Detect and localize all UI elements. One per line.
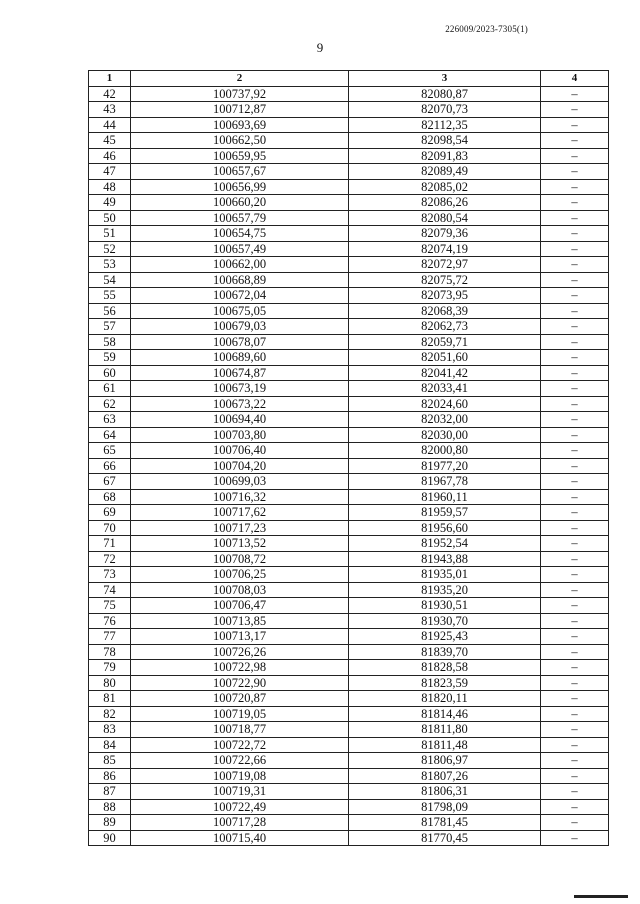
table-cell: 82112,35 [349,117,541,133]
table-cell: 81 [89,691,131,707]
table-row [89,241,609,257]
table-cell: 100704,20 [131,458,349,474]
table-cell: 100657,67 [131,164,349,180]
table-cell: 100654,75 [131,226,349,242]
table-cell: 100689,60 [131,350,349,366]
table-cell: 100722,90 [131,675,349,691]
table-cell: 100674,87 [131,365,349,381]
table-cell: – [541,505,609,521]
coordinates-table [88,70,609,846]
table-cell: 82051,60 [349,350,541,366]
table-cell: 81956,60 [349,520,541,536]
table-cell: 68 [89,489,131,505]
table-cell: – [541,365,609,381]
table-cell: – [541,427,609,443]
table-cell: 88 [89,799,131,815]
table-cell: 81814,46 [349,706,541,722]
table-cell: 82033,41 [349,381,541,397]
table-cell: 67 [89,474,131,490]
table-cell: 46 [89,148,131,164]
table-cell: 100657,49 [131,241,349,257]
table-cell: 90 [89,830,131,846]
table-cell: – [541,567,609,583]
table-cell: 100719,31 [131,784,349,800]
table-cell: 82000,80 [349,443,541,459]
table-cell: 82091,83 [349,148,541,164]
column-header: 4 [541,71,609,87]
table-cell: 82079,36 [349,226,541,242]
table-cell: – [541,226,609,242]
table-cell: – [541,613,609,629]
table-cell: 82032,00 [349,412,541,428]
table-cell: 82 [89,706,131,722]
table-cell: 100678,07 [131,334,349,350]
table-cell: 62 [89,396,131,412]
table-row [89,195,609,211]
table-row [89,598,609,614]
table-cell: 81952,54 [349,536,541,552]
table-row [89,753,609,769]
table-cell: 82072,97 [349,257,541,273]
table-cell: 57 [89,319,131,335]
table-cell: 100712,87 [131,102,349,118]
table-cell: 81839,70 [349,644,541,660]
table-row [89,629,609,645]
table-cell: 82059,71 [349,334,541,350]
table-cell: 100713,52 [131,536,349,552]
table-cell: 64 [89,427,131,443]
table-cell: 82075,72 [349,272,541,288]
table-cell: 100722,49 [131,799,349,815]
table-cell: – [541,536,609,552]
table-row [89,272,609,288]
table-cell: 82073,95 [349,288,541,304]
table-cell: – [541,102,609,118]
table-cell: – [541,319,609,335]
table-cell: 43 [89,102,131,118]
table-cell: 81828,58 [349,660,541,676]
table-cell: 81967,78 [349,474,541,490]
table-cell: 100660,20 [131,195,349,211]
table-cell: 100713,17 [131,629,349,645]
table-cell: 100717,28 [131,815,349,831]
table-row [89,412,609,428]
column-header: 3 [349,71,541,87]
table-row [89,737,609,753]
table-cell: 89 [89,815,131,831]
table-row [89,303,609,319]
table-cell: 82074,19 [349,241,541,257]
table-cell: 73 [89,567,131,583]
table-cell: 44 [89,117,131,133]
table-cell: 100722,98 [131,660,349,676]
table-cell: 65 [89,443,131,459]
table-cell: 81820,11 [349,691,541,707]
table-row [89,179,609,195]
table-row [89,660,609,676]
table-cell: 45 [89,133,131,149]
table-cell: 75 [89,598,131,614]
page-number: 9 [316,40,324,55]
document-id: 226009/2023-7305(1) [445,24,528,34]
table-cell: 81977,20 [349,458,541,474]
table-cell: – [541,257,609,273]
table-cell: 82085,02 [349,179,541,195]
table-row [89,257,609,273]
table-cell: 100657,79 [131,210,349,226]
table-cell: 66 [89,458,131,474]
table-cell: 79 [89,660,131,676]
table-cell: 100673,19 [131,381,349,397]
table-cell: – [541,520,609,536]
table-cell: 100726,26 [131,644,349,660]
table-cell: – [541,753,609,769]
table-cell: – [541,381,609,397]
table-cell: – [541,117,609,133]
table-cell: 42 [89,86,131,102]
table-row [89,520,609,536]
table-cell: 100718,77 [131,722,349,738]
table-cell: 81930,51 [349,598,541,614]
table-cell: – [541,551,609,567]
table-cell: 58 [89,334,131,350]
table-cell: – [541,675,609,691]
table-header-row [89,71,609,87]
table-cell: 82086,26 [349,195,541,211]
table-row [89,319,609,335]
table-cell: 50 [89,210,131,226]
table-row [89,784,609,800]
table-cell: 100716,32 [131,489,349,505]
table-cell: 81798,09 [349,799,541,815]
table-row [89,365,609,381]
table-row [89,226,609,242]
table-cell: – [541,598,609,614]
table-cell: 100656,99 [131,179,349,195]
table-cell: 81925,43 [349,629,541,645]
table-cell: – [541,164,609,180]
table-row [89,148,609,164]
table-cell: 82041,42 [349,365,541,381]
table-cell: 100662,50 [131,133,349,149]
table-cell: – [541,799,609,815]
table-cell: – [541,350,609,366]
table-cell: 100715,40 [131,830,349,846]
table-cell: 100672,04 [131,288,349,304]
table-cell: 100699,03 [131,474,349,490]
table-cell: 100717,23 [131,520,349,536]
table-cell: 100694,40 [131,412,349,428]
table-cell: 81960,11 [349,489,541,505]
table-cell: 81807,26 [349,768,541,784]
table-cell: 74 [89,582,131,598]
table-cell: – [541,458,609,474]
table-cell: 86 [89,768,131,784]
table-cell: 81943,88 [349,551,541,567]
table-cell: 63 [89,412,131,428]
table-cell: 48 [89,179,131,195]
table-row [89,505,609,521]
table-cell: – [541,334,609,350]
table-cell: – [541,133,609,149]
table-cell: 80 [89,675,131,691]
table-cell: – [541,815,609,831]
table-cell: – [541,195,609,211]
table-row [89,102,609,118]
table-cell: 81811,48 [349,737,541,753]
table-cell: 100668,89 [131,272,349,288]
table-cell: 49 [89,195,131,211]
table-cell: – [541,784,609,800]
table-cell: – [541,241,609,257]
table-cell: 82062,73 [349,319,541,335]
table-cell: – [541,706,609,722]
table-row [89,381,609,397]
table-cell: 87 [89,784,131,800]
table-cell: – [541,768,609,784]
table-cell: – [541,288,609,304]
table-cell: 100720,87 [131,691,349,707]
table-cell: 84 [89,737,131,753]
table-cell: 82080,87 [349,86,541,102]
table-cell: – [541,830,609,846]
table-cell: 100708,03 [131,582,349,598]
table-cell: – [541,582,609,598]
table-cell: 81823,59 [349,675,541,691]
table-cell: 82024,60 [349,396,541,412]
table-cell: 72 [89,551,131,567]
table-row [89,288,609,304]
table-row [89,117,609,133]
table-cell: 100706,25 [131,567,349,583]
table-cell: – [541,272,609,288]
table-cell: 71 [89,536,131,552]
table-row [89,334,609,350]
table-row [89,799,609,815]
table-cell: 77 [89,629,131,645]
table-row [89,613,609,629]
table-cell: – [541,691,609,707]
table-cell: 100673,22 [131,396,349,412]
table-cell: 100693,69 [131,117,349,133]
page-mark [574,895,628,898]
table-cell: 70 [89,520,131,536]
table-cell: 81935,20 [349,582,541,598]
table-cell: 100717,62 [131,505,349,521]
table-cell: 81811,80 [349,722,541,738]
table-cell: 81935,01 [349,567,541,583]
table-cell: 81770,45 [349,830,541,846]
table-cell: 82030,00 [349,427,541,443]
table-cell: 82070,73 [349,102,541,118]
table-cell: – [541,722,609,738]
table-row [89,474,609,490]
table-cell: 100662,00 [131,257,349,273]
table-row [89,443,609,459]
table-cell: 82080,54 [349,210,541,226]
table-cell: – [541,303,609,319]
table-cell: 81781,45 [349,815,541,831]
table-cell: 82089,49 [349,164,541,180]
table-row [89,551,609,567]
table-row [89,86,609,102]
table-row [89,830,609,846]
table-cell: – [541,148,609,164]
table-cell: 55 [89,288,131,304]
table-row [89,350,609,366]
table-cell: 81959,57 [349,505,541,521]
table-row [89,768,609,784]
table-row [89,815,609,831]
table-cell: 100719,08 [131,768,349,784]
table-cell: 100703,80 [131,427,349,443]
table-row [89,210,609,226]
table-row [89,691,609,707]
table-row [89,458,609,474]
table-cell: 59 [89,350,131,366]
table-cell: 56 [89,303,131,319]
table-cell: – [541,629,609,645]
table-cell: – [541,396,609,412]
table-cell: 61 [89,381,131,397]
table-cell: 85 [89,753,131,769]
table-cell: 60 [89,365,131,381]
table-cell: 100679,03 [131,319,349,335]
table-row [89,706,609,722]
table-cell: – [541,474,609,490]
table-cell: 100722,72 [131,737,349,753]
table-body [89,86,609,846]
table-cell: – [541,210,609,226]
table-cell: 100659,95 [131,148,349,164]
table-cell: 100708,72 [131,551,349,567]
table-row [89,427,609,443]
table-cell: 78 [89,644,131,660]
column-header: 1 [89,71,131,87]
table-cell: 54 [89,272,131,288]
table-cell: 53 [89,257,131,273]
table-cell: 47 [89,164,131,180]
table-row [89,722,609,738]
table-cell: 69 [89,505,131,521]
table-cell: 83 [89,722,131,738]
table-row [89,582,609,598]
table-row [89,675,609,691]
table-cell: – [541,737,609,753]
table-row [89,567,609,583]
table-cell: – [541,443,609,459]
table-cell: 81806,31 [349,784,541,800]
table-row [89,536,609,552]
table-cell: 100737,92 [131,86,349,102]
table-cell: 100675,05 [131,303,349,319]
table-row [89,133,609,149]
table-cell: – [541,644,609,660]
table-row [89,489,609,505]
table-cell: 82068,39 [349,303,541,319]
table-cell: – [541,412,609,428]
table-cell: 76 [89,613,131,629]
column-header: 2 [131,71,349,87]
table-cell: 82098,54 [349,133,541,149]
table-cell: 100706,40 [131,443,349,459]
table-cell: 100713,85 [131,613,349,629]
table-row [89,164,609,180]
table-cell: – [541,86,609,102]
table-cell: 81930,70 [349,613,541,629]
table-cell: 100722,66 [131,753,349,769]
table-row [89,644,609,660]
table-cell: 100706,47 [131,598,349,614]
table-cell: – [541,489,609,505]
table-cell: 52 [89,241,131,257]
table-cell: 100719,05 [131,706,349,722]
table-cell: – [541,660,609,676]
table-cell: – [541,179,609,195]
table-row [89,396,609,412]
table-cell: 51 [89,226,131,242]
table-cell: 81806,97 [349,753,541,769]
